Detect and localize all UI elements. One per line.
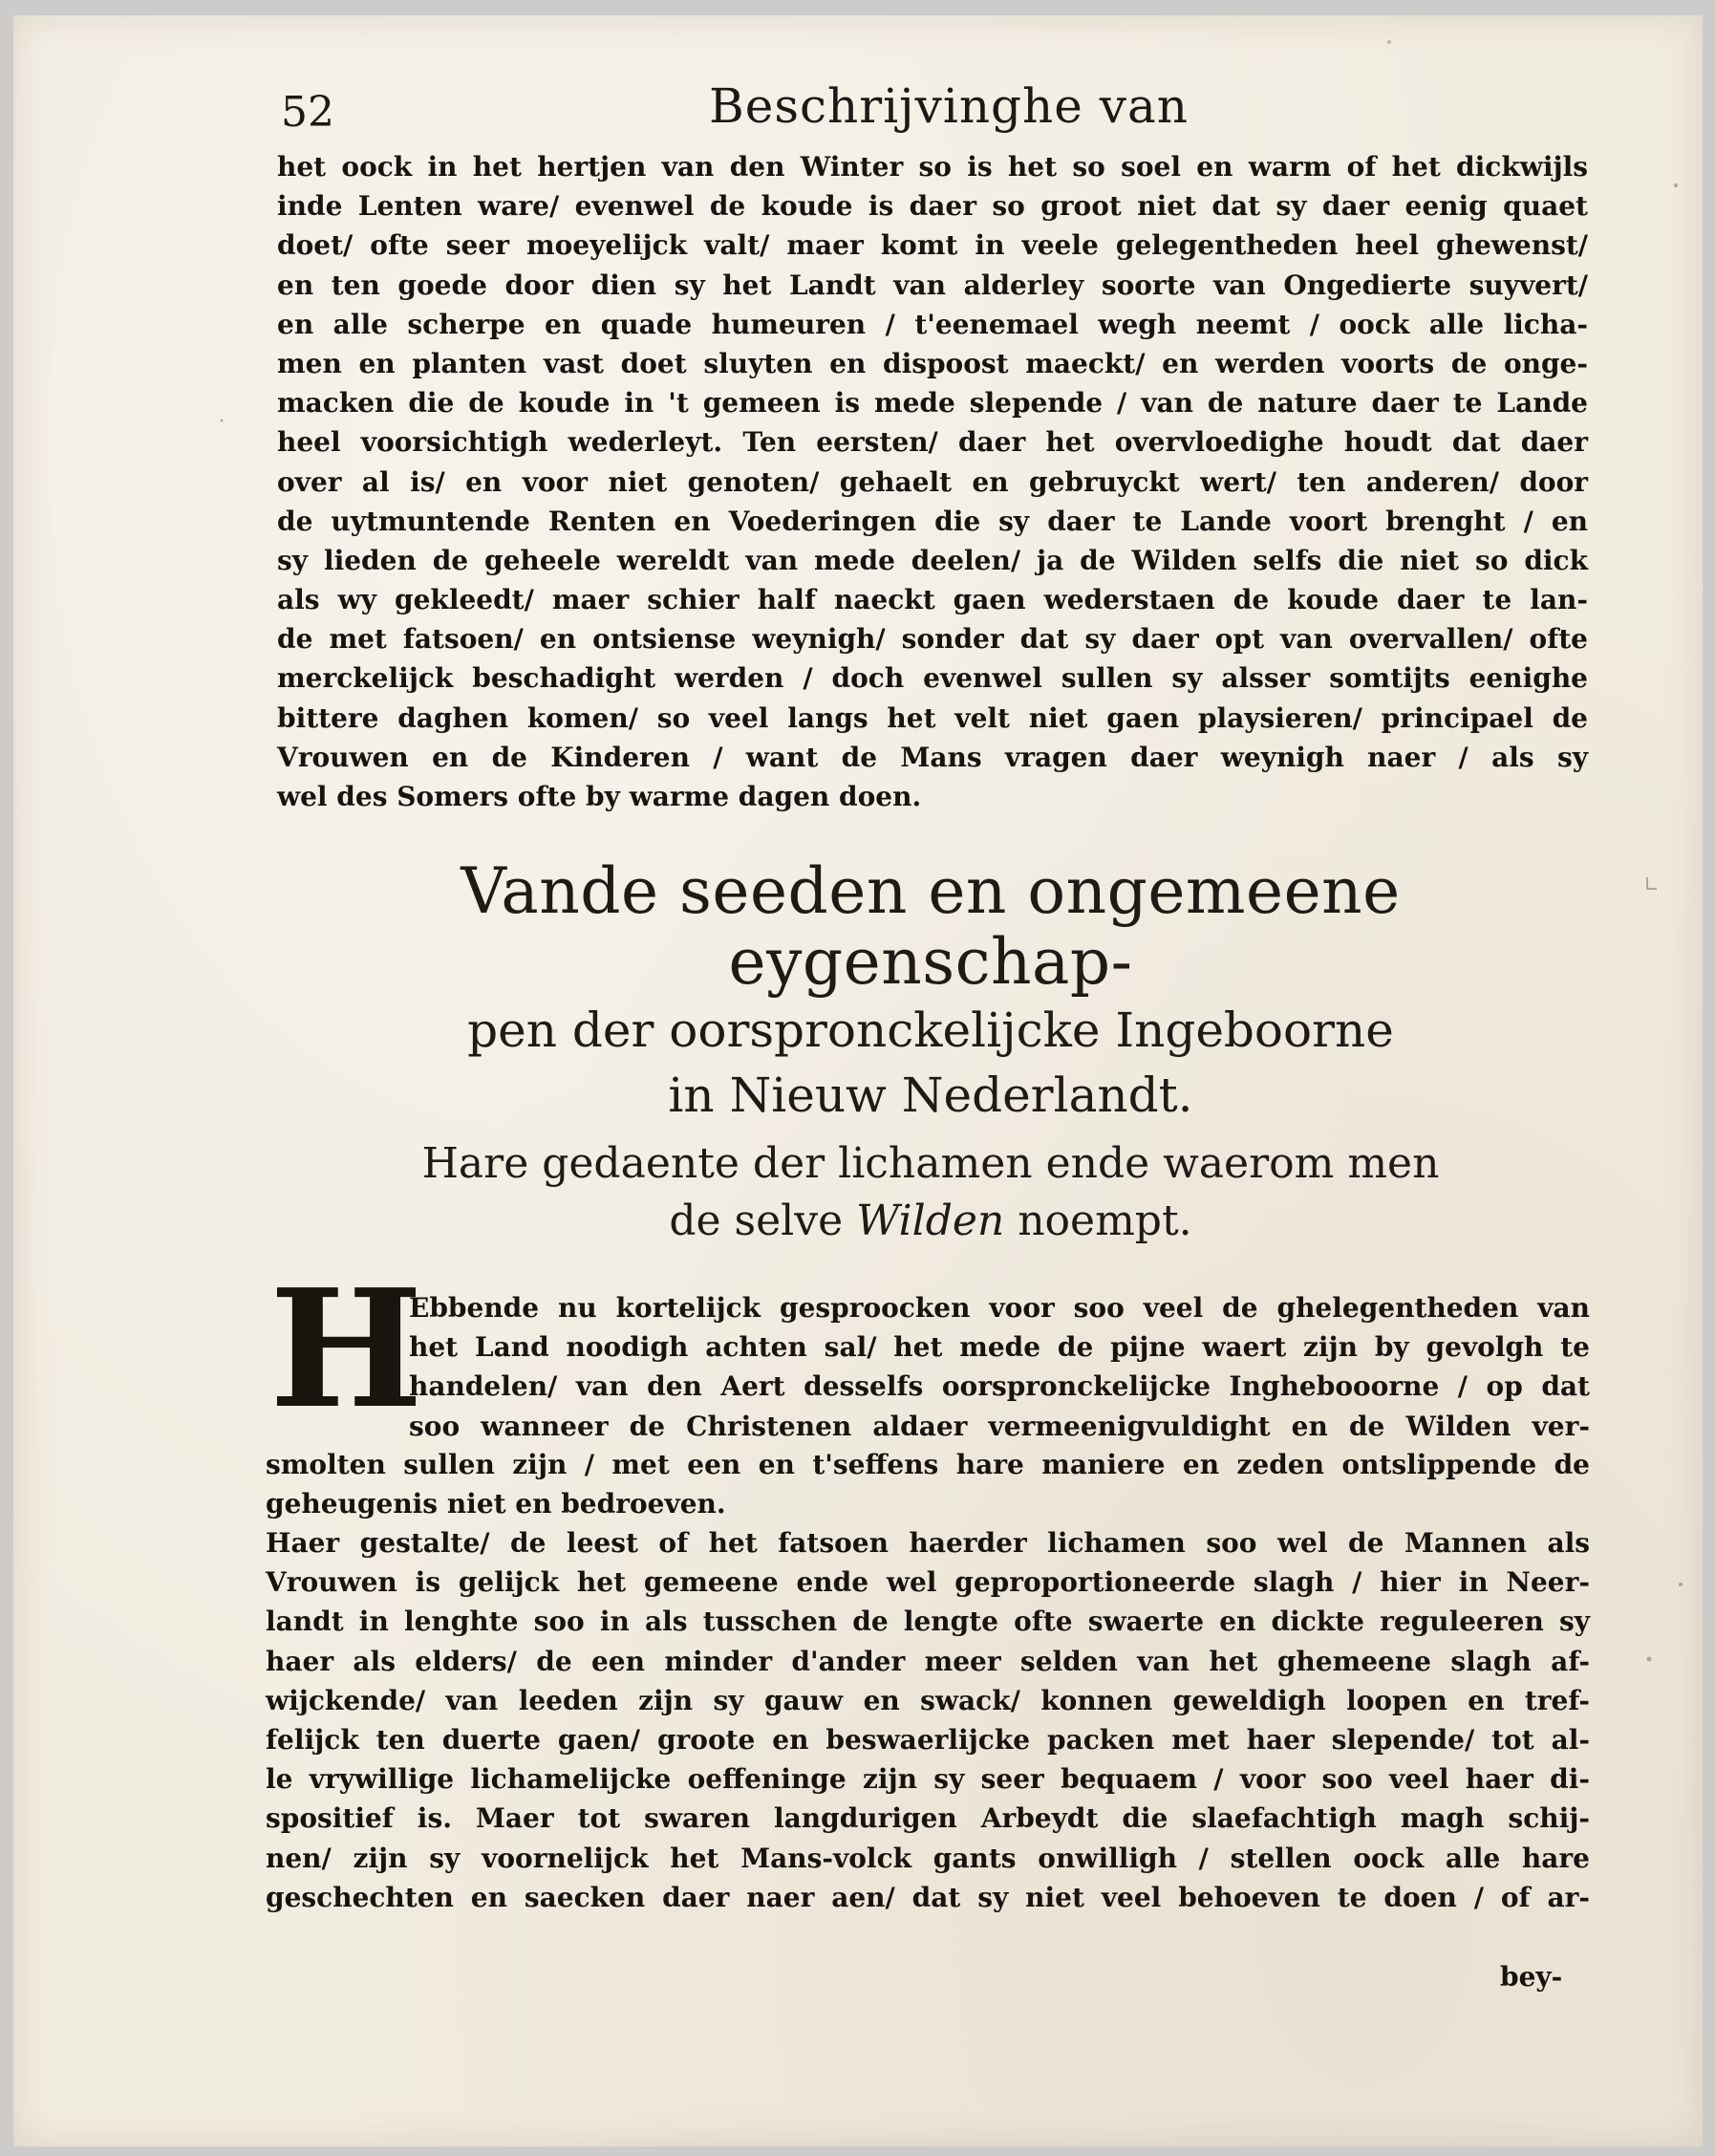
text-line: de uytmuntende Renten en Voederingen die sy daer te Lande voort brenght / en [277,505,1588,537]
text-line: sy lieden de geheele wereldt van mede deelen/ ja de Wilden selfs die niet so dick [277,544,1588,576]
text-line: Ebbende nu kortelijck gesproocken voor soo veel de ghelegentheden van [409,1292,1590,1324]
text-line: inde Lenten ware/ evenwel de koude is daer so groot niet dat sy daer eenig quaet [277,190,1588,223]
text-line: Vrouwen is gelijck het gemeene ende wel geproportioneerde slagh / hier in Neer- [266,1566,1590,1599]
text-line: Haer gestalte/ de leest of het fatsoen haerder lichamen soo wel de Mannen als [266,1527,1590,1559]
text-line: en ten goede door dien sy het Landt van alderley soorte van Ongedierte suyvert/ [277,269,1588,301]
subheading-line-1: Hare gedaente der lichamen ende waerom men [421,1139,1440,1188]
section-heading-line-2: pen der oorspronckelijcke Ingeboorne [467,1003,1394,1058]
text-line: haer als elders/ de een minder d'ander meer selden van het ghemeene slagh af- [266,1645,1590,1677]
drop-cap: H [269,1254,423,1445]
text-line: over al is/ en voor niet genoten/ gehaelt en gebruyckt wert/ ten anderen/ door [277,465,1588,498]
text-line: doet/ ofte seer moeyelijck valt/ maer komt in veele gelegentheden heel ghewenst/ [277,229,1588,262]
text-line: felijck ten duerte gaen/ groote en beswaerlijcke packen met haer slepende/ tot al- [266,1723,1590,1756]
text-line: nen/ zijn sy voornelijck het Mans-volck gants onwilligh / stellen oock alle hare [266,1842,1590,1874]
text-line: handelen/ van den Aert desselfs oorspronckelijcke Inghebooorne / op dat [409,1370,1590,1403]
text-line: spositief is. Maer tot swaren langdurigen Arbeydt die slaefachtigh magh schij- [266,1802,1590,1835]
text-line: geschechten en saecken daer naer aen/ dat sy niet veel behoeven te doen / of ar- [266,1881,1590,1913]
subheading-text: noempt. [1004,1197,1192,1245]
page-number: 52 [281,88,334,137]
book-page [13,15,1703,2146]
text-line: de met fatsoen/ en ontsiense weynigh/ sonder dat sy daer opt van overvallen/ ofte [277,623,1588,656]
text-line: wel des Somers ofte by warme dagen doen. [277,781,922,812]
text-line: soo wanneer de Christenen aldaer vermeenigvuldight en de Wilden ver- [409,1410,1590,1442]
text-line: merckelijck beschadight werden / doch evenwel sullen sy alsser somtijts eenighe [277,662,1588,695]
subheading-text: de selve [669,1197,857,1245]
text-line: smolten sullen zijn / met een en t'seffens hare maniere en zeden ontslippende de [266,1449,1590,1480]
text-line: landt in lenghte soo in als tusschen de lengte ofte swaerte en dickte reguleeren sy [266,1606,1590,1638]
text-line: het Land noodigh achten sal/ het mede de pijne waert zijn by gevolgh te [409,1331,1590,1364]
text-line: het oock in het hertjen van den Winter so is het so soel en warm of het dickwijls [277,151,1588,183]
subheading-italic-word: Wilden [856,1197,1005,1245]
section-heading-line-1: Vande seeden en ongemeene eygenschap- [461,854,1401,999]
section-heading-line-3: in Nieuw Nederlandt. [668,1067,1193,1123]
text-line: macken die de koude in 't gemeen is mede slepende / van de nature daer te Lande [277,387,1588,420]
catchword: bey- [1500,1961,1563,1993]
text-line: le vrywillige lichamelijcke oeffeninge zijn sy seer bequaem / voor soo veel haer di- [266,1763,1590,1796]
text-line: Vrouwen en de Kinderen / want de Mans vragen daer weynigh naer / als sy [277,741,1588,773]
paper-specks [13,15,1703,2146]
text-line: heel voorsichtigh wederleyt. Ten eersten/ daer het overvloedighe houdt dat daer [277,426,1588,459]
running-title: Beschrijvinghe van [709,78,1189,134]
text-line: wijckende/ van leeden zijn sy gauw en swack/ konnen geweldigh loopen en tref- [266,1684,1590,1716]
text-line: als wy gekleedt/ maer schier half naeckt gaen wederstaen de koude daer te lan- [277,584,1588,616]
text-line: bittere daghen komen/ so veel langs het velt niet gaen playsieren/ principael de [277,701,1588,734]
text-line: men en planten vast doet sluyten en dispoost maeckt/ en werden voorts de onge- [277,347,1588,379]
text-line: en alle scherpe en quade humeuren / t'eenemael wegh neemt / oock alle licha- [277,308,1588,340]
text-line: geheugenis niet en bedroeven. [266,1488,726,1520]
